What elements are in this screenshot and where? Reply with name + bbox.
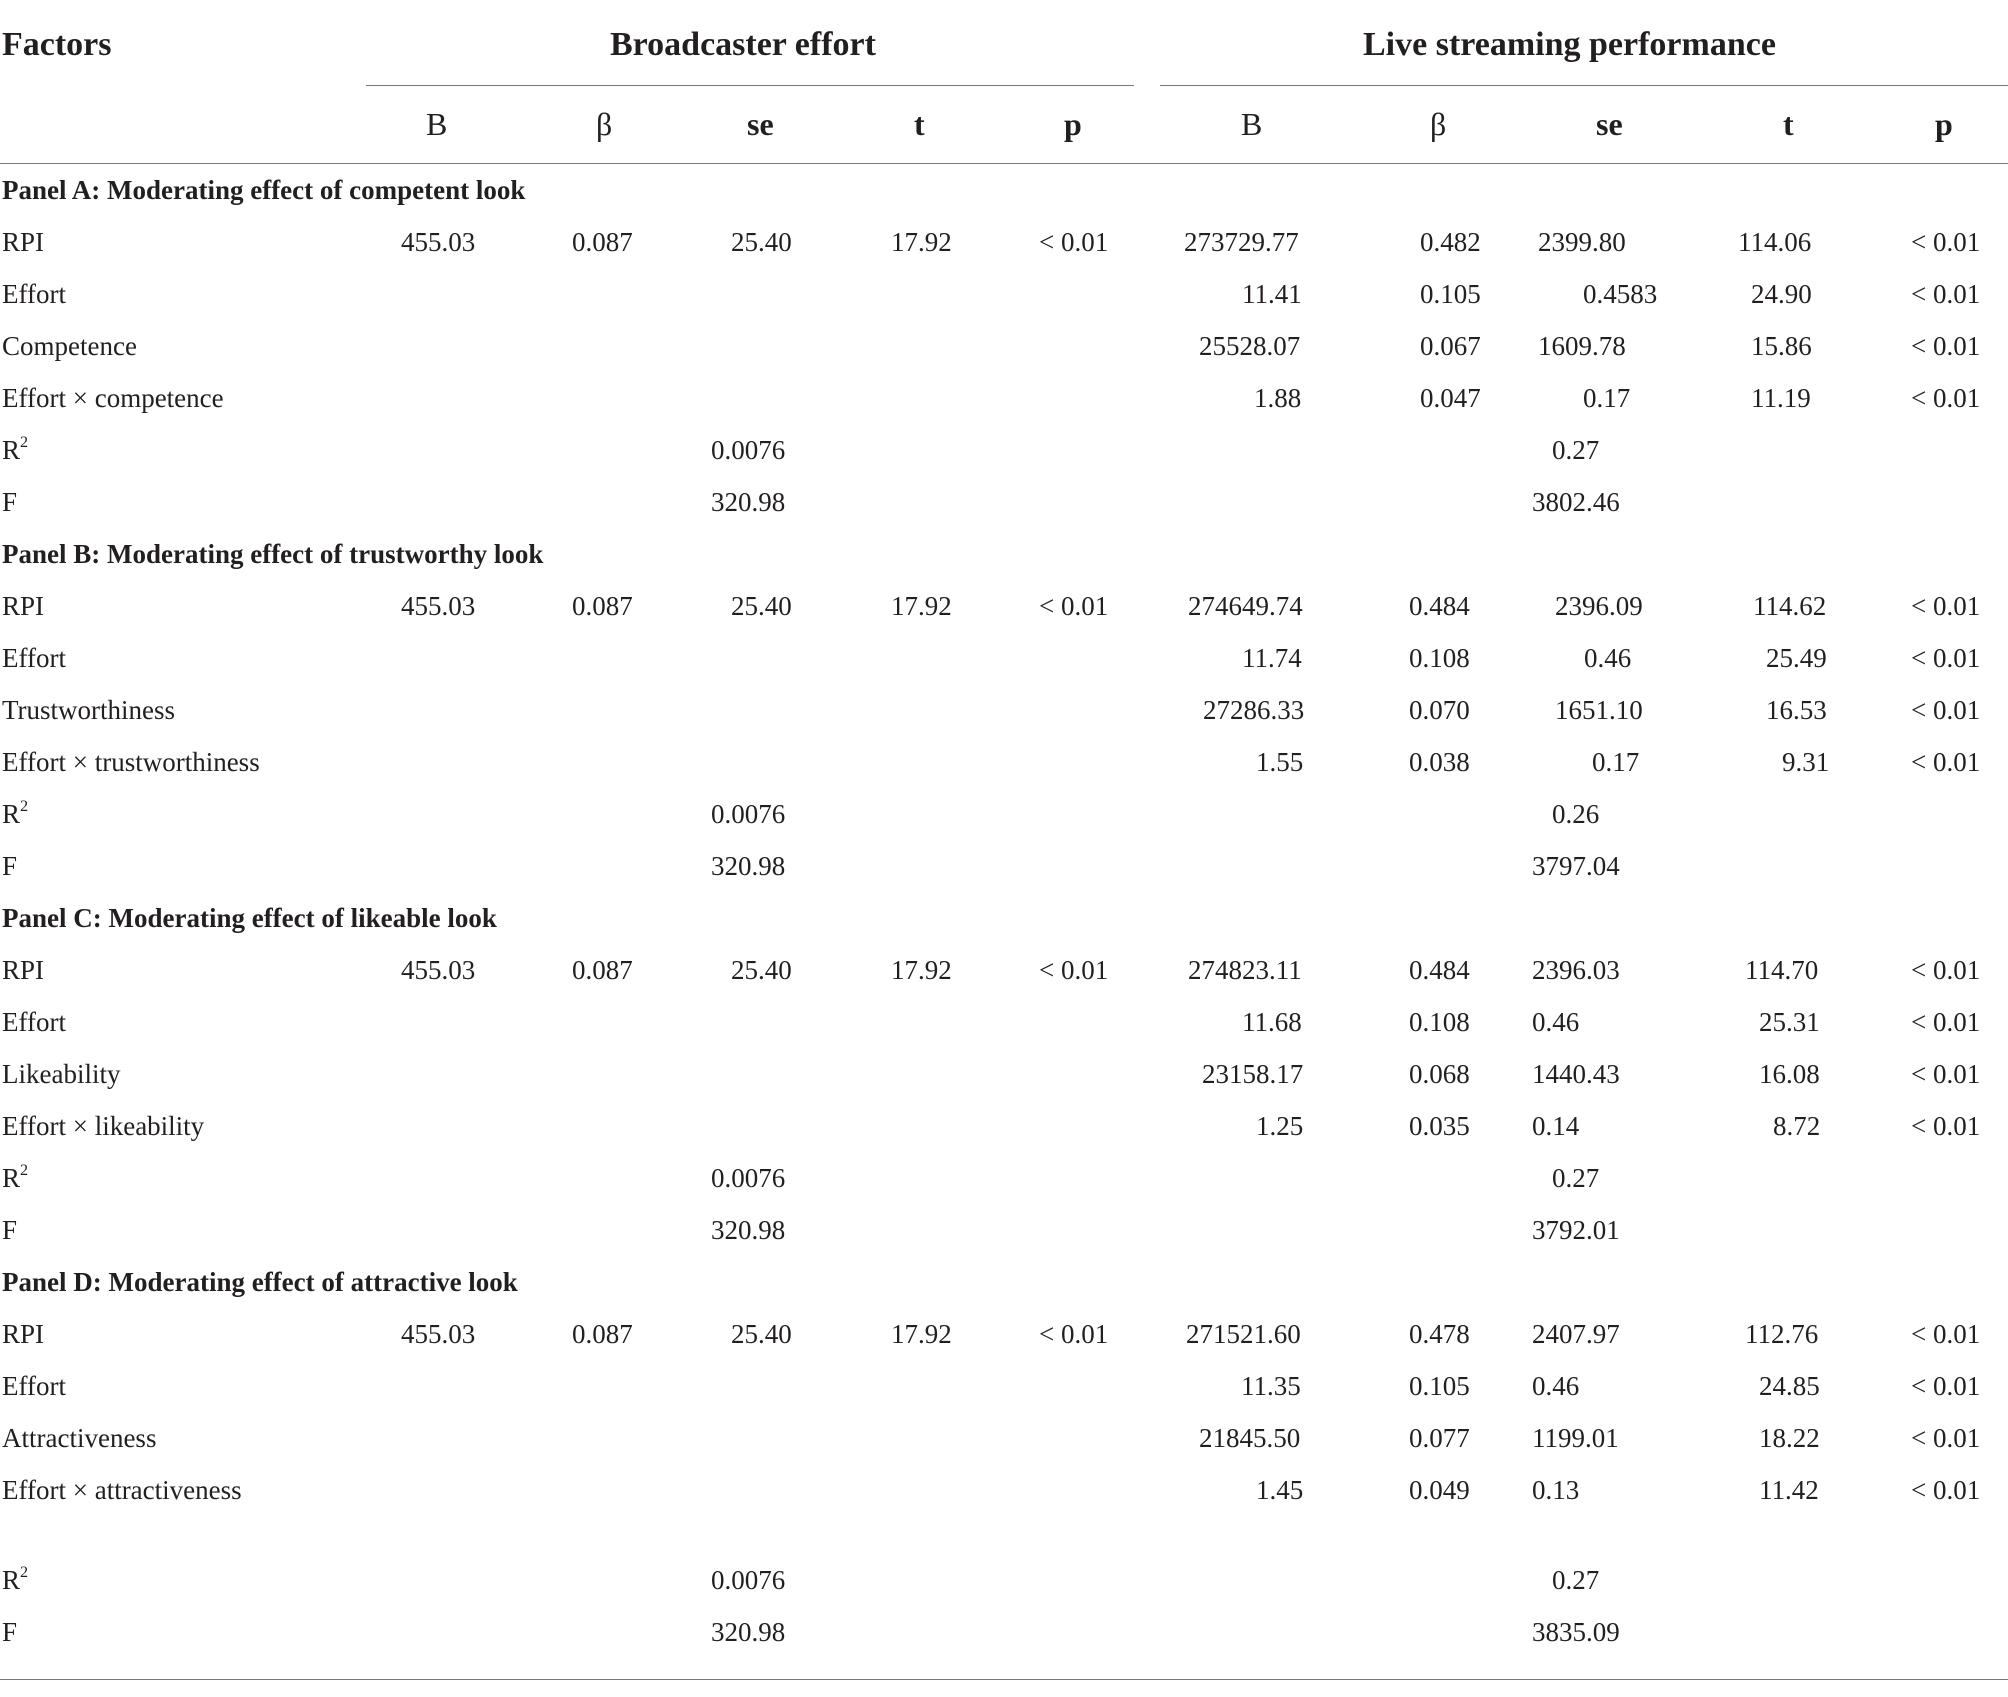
cell-perf-p: < 0.01 [1911, 955, 1981, 985]
row-label: Effort [2, 1007, 66, 1037]
cell-perf-beta: 0.035 [1409, 1111, 1470, 1141]
r2-label: $R^2$ [2, 1161, 29, 1193]
cell-perf-se: 0.17 [1592, 747, 1640, 777]
cell-effort-t: 17.92 [891, 1319, 952, 1349]
cell-effort-B: 455.03 [401, 591, 476, 621]
row-label: Effort [2, 643, 66, 673]
cell-perf-beta: 0.108 [1409, 1007, 1470, 1037]
cell-effort-p: < 0.01 [1039, 955, 1109, 985]
cell-perf-p: < 0.01 [1911, 1111, 1981, 1141]
f-perf: 3792.01 [1532, 1215, 1620, 1245]
cell-perf-B: 273729.77 [1184, 227, 1299, 257]
cell-perf-t: 18.22 [1759, 1423, 1820, 1453]
cell-perf-t: 16.53 [1766, 695, 1827, 725]
cell-perf-p: < 0.01 [1911, 1319, 1981, 1349]
broadcaster-effort-header: Broadcaster effort [610, 26, 876, 63]
perf-col-beta: β [1430, 106, 1447, 142]
cell-perf-beta: 0.105 [1409, 1371, 1470, 1401]
effort-col-t: t [914, 106, 925, 142]
cell-perf-se: 0.4583 [1583, 279, 1658, 309]
cell-perf-beta: 0.070 [1409, 695, 1470, 725]
f-effort: 320.98 [711, 487, 786, 517]
table-bottom-rule [0, 1679, 2008, 1680]
cell-effort-beta: 0.087 [572, 227, 633, 257]
cell-perf-se: 1199.01 [1532, 1423, 1619, 1453]
cell-effort-se: 25.40 [731, 591, 792, 621]
cell-perf-B: 11.41 [1242, 279, 1302, 309]
cell-perf-B: 11.35 [1241, 1371, 1301, 1401]
effort-group-rule [366, 85, 1134, 86]
f-effort: 320.98 [711, 1617, 786, 1647]
row-label: Effort [2, 1371, 66, 1401]
cell-effort-se: 25.40 [731, 955, 792, 985]
cell-perf-beta: 0.047 [1420, 383, 1481, 413]
effort-col-p: p [1064, 106, 1082, 142]
row-label: RPI [2, 1319, 45, 1349]
cell-effort-p: < 0.01 [1039, 227, 1109, 257]
cell-perf-se: 0.46 [1532, 1007, 1580, 1037]
row-label: RPI [2, 227, 45, 257]
cell-perf-beta: 0.049 [1409, 1475, 1470, 1505]
cell-perf-t: 25.49 [1766, 643, 1827, 673]
row-label: Attractiveness [2, 1423, 157, 1453]
cell-effort-beta: 0.087 [572, 591, 633, 621]
cell-perf-B: 11.74 [1242, 643, 1302, 673]
perf-col-se: se [1596, 106, 1623, 142]
cell-perf-t: 8.72 [1773, 1111, 1821, 1141]
cell-perf-p: < 0.01 [1911, 383, 1981, 413]
cell-perf-beta: 0.108 [1409, 643, 1470, 673]
cell-perf-p: < 0.01 [1911, 591, 1981, 621]
factors-header: Factors [2, 26, 112, 63]
row-label: Competence [2, 331, 137, 361]
r2-effort: 0.0076 [711, 1163, 786, 1193]
cell-perf-t: 24.90 [1751, 279, 1812, 309]
cell-perf-B: 23158.17 [1202, 1059, 1304, 1089]
performance-group-rule [1160, 85, 2008, 86]
live-streaming-performance-header: Live streaming performance [1363, 26, 1776, 63]
cell-effort-t: 17.92 [891, 227, 952, 257]
cell-effort-B: 455.03 [401, 1319, 476, 1349]
cell-perf-B: 11.68 [1242, 1007, 1302, 1037]
cell-effort-t: 17.92 [891, 955, 952, 985]
r2-label: $R^2$ [2, 797, 29, 829]
cell-perf-p: < 0.01 [1911, 643, 1981, 673]
cell-perf-se: 2399.80 [1538, 227, 1626, 257]
cell-perf-p: < 0.01 [1911, 1059, 1981, 1089]
cell-perf-beta: 0.484 [1409, 591, 1470, 621]
header-bottom-rule [0, 163, 2008, 164]
r2-label: $R^2$ [2, 1563, 29, 1595]
f-label: F [2, 1215, 18, 1245]
cell-perf-beta: 0.478 [1409, 1319, 1470, 1349]
panel-title: Panel A: Moderating effect of competent look [2, 175, 526, 205]
f-perf: 3802.46 [1532, 487, 1620, 517]
cell-perf-B: 21845.50 [1199, 1423, 1301, 1453]
cell-effort-p: < 0.01 [1039, 1319, 1109, 1349]
cell-perf-t: 25.31 [1759, 1007, 1820, 1037]
cell-perf-beta: 0.068 [1409, 1059, 1470, 1089]
cell-perf-se: 0.13 [1532, 1475, 1580, 1505]
cell-perf-t: 24.85 [1759, 1371, 1820, 1401]
cell-perf-se: 1440.43 [1532, 1059, 1620, 1089]
r2-perf: 0.27 [1552, 435, 1600, 465]
cell-perf-se: 0.17 [1583, 383, 1631, 413]
effort-col-se: se [747, 106, 774, 142]
cell-effort-B: 455.03 [401, 955, 476, 985]
cell-perf-p: < 0.01 [1911, 279, 1981, 309]
cell-perf-se: 2396.09 [1555, 591, 1643, 621]
panel-title: Panel C: Moderating effect of likeable look [2, 903, 497, 933]
cell-perf-p: < 0.01 [1911, 747, 1981, 777]
perf-col-p: p [1935, 106, 1953, 142]
cell-perf-B: 27286.33 [1203, 695, 1305, 725]
cell-perf-beta: 0.038 [1409, 747, 1470, 777]
cell-perf-p: < 0.01 [1911, 695, 1981, 725]
cell-perf-se: 2407.97 [1532, 1319, 1620, 1349]
r2-effort: 0.0076 [711, 799, 786, 829]
cell-perf-p: < 0.01 [1911, 331, 1981, 361]
cell-perf-t: 114.70 [1745, 955, 1819, 985]
f-label: F [2, 851, 18, 881]
f-label: F [2, 1617, 18, 1647]
cell-perf-B: 274823.11 [1188, 955, 1302, 985]
f-perf: 3835.09 [1532, 1617, 1620, 1647]
cell-perf-t: 114.06 [1738, 227, 1812, 257]
cell-perf-se: 0.46 [1532, 1371, 1580, 1401]
cell-perf-t: 15.86 [1751, 331, 1812, 361]
perf-col-t: t [1783, 106, 1794, 142]
cell-perf-B: 1.45 [1256, 1475, 1304, 1505]
row-label: RPI [2, 955, 45, 985]
cell-perf-beta: 0.482 [1420, 227, 1481, 257]
panel-title: Panel D: Moderating effect of attractive look [2, 1267, 518, 1297]
cell-perf-p: < 0.01 [1911, 227, 1981, 257]
r2-perf: 0.26 [1552, 799, 1600, 829]
cell-perf-t: 16.08 [1759, 1059, 1820, 1089]
f-effort: 320.98 [711, 1215, 786, 1245]
cell-perf-t: 11.42 [1759, 1475, 1819, 1505]
cell-perf-B: 274649.74 [1188, 591, 1303, 621]
row-label: RPI [2, 591, 45, 621]
row-label: Effort × likeability [2, 1111, 205, 1141]
row-label: Trustworthiness [2, 695, 176, 725]
row-label: Likeability [2, 1059, 121, 1089]
r2-effort: 0.0076 [711, 1565, 786, 1595]
cell-perf-p: < 0.01 [1911, 1423, 1981, 1453]
r2-effort: 0.0076 [711, 435, 786, 465]
cell-perf-se: 1609.78 [1538, 331, 1626, 361]
cell-effort-beta: 0.087 [572, 1319, 633, 1349]
row-label: Effort × competence [2, 383, 224, 413]
cell-perf-p: < 0.01 [1911, 1007, 1981, 1037]
cell-perf-B: 271521.60 [1186, 1319, 1301, 1349]
row-label: Effort × trustworthiness [2, 747, 260, 777]
row-label: Effort × attractiveness [2, 1475, 242, 1505]
cell-effort-B: 455.03 [401, 227, 476, 257]
cell-perf-beta: 0.484 [1409, 955, 1470, 985]
cell-perf-B: 25528.07 [1199, 331, 1301, 361]
cell-effort-t: 17.92 [891, 591, 952, 621]
cell-perf-t: 9.31 [1782, 747, 1830, 777]
cell-perf-t: 112.76 [1745, 1319, 1819, 1349]
cell-perf-t: 11.19 [1751, 383, 1811, 413]
cell-effort-beta: 0.087 [572, 955, 633, 985]
r2-perf: 0.27 [1552, 1565, 1600, 1595]
cell-perf-se: 1651.10 [1555, 695, 1643, 725]
row-label: Effort [2, 279, 66, 309]
cell-perf-t: 114.62 [1753, 591, 1827, 621]
perf-col-B: B [1241, 106, 1263, 142]
cell-perf-beta: 0.067 [1420, 331, 1481, 361]
cell-perf-beta: 0.105 [1420, 279, 1481, 309]
r2-perf: 0.27 [1552, 1163, 1600, 1193]
cell-perf-se: 2396.03 [1532, 955, 1620, 985]
f-perf: 3797.04 [1532, 851, 1620, 881]
cell-perf-p: < 0.01 [1911, 1475, 1981, 1505]
cell-perf-B: 1.25 [1256, 1111, 1304, 1141]
f-effort: 320.98 [711, 851, 786, 881]
cell-perf-se: 0.46 [1584, 643, 1632, 673]
effort-col-beta: β [596, 106, 613, 142]
cell-perf-B: 1.88 [1254, 383, 1302, 413]
cell-effort-se: 25.40 [731, 1319, 792, 1349]
cell-perf-beta: 0.077 [1409, 1423, 1470, 1453]
cell-perf-se: 0.14 [1532, 1111, 1580, 1141]
r2-label: $R^2$ [2, 433, 29, 465]
cell-effort-p: < 0.01 [1039, 591, 1109, 621]
effort-col-B: B [426, 106, 448, 142]
cell-perf-p: < 0.01 [1911, 1371, 1981, 1401]
panel-title: Panel B: Moderating effect of trustworthy look [2, 539, 544, 569]
f-label: F [2, 487, 18, 517]
cell-effort-se: 25.40 [731, 227, 792, 257]
cell-perf-B: 1.55 [1256, 747, 1304, 777]
